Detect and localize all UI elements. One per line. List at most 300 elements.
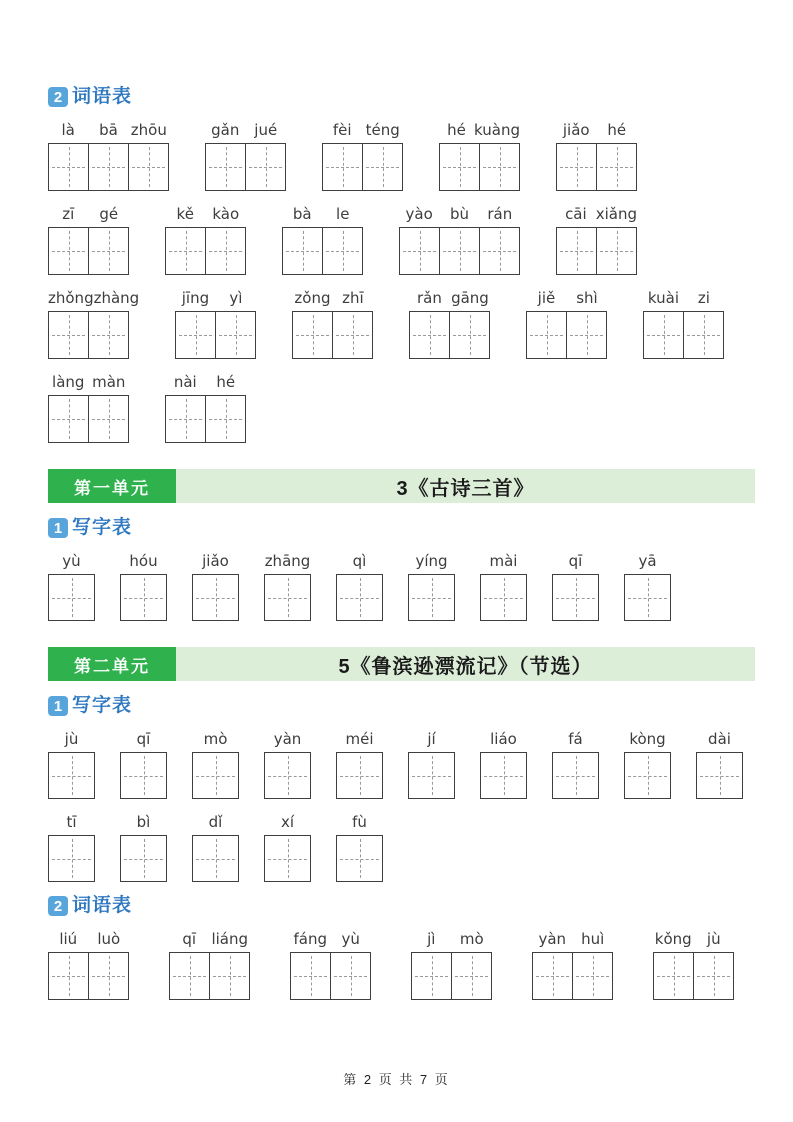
pinyin-labels bbox=[165, 372, 246, 392]
grid-cells bbox=[48, 311, 139, 359]
pinyin-syllable: mò bbox=[203, 730, 228, 748]
word-group bbox=[192, 729, 239, 799]
pinyin-syllable: zhǒng bbox=[48, 289, 94, 307]
grid-cells bbox=[552, 574, 599, 621]
writing-cell bbox=[532, 952, 573, 1000]
unit-badge-2: 第二单元 bbox=[48, 647, 176, 681]
pinyin-syllable: téng bbox=[365, 121, 400, 139]
writing-cell bbox=[282, 227, 323, 275]
pinyin-labels bbox=[175, 288, 256, 308]
writing-cell bbox=[624, 752, 671, 799]
word-group bbox=[175, 288, 256, 359]
cell-guide-hline bbox=[415, 976, 448, 977]
pinyin-syllable: zhī bbox=[342, 289, 364, 307]
cell-guide-hline bbox=[124, 859, 163, 860]
lesson-title-2: 5《鲁滨逊漂流记》（节选） bbox=[338, 655, 593, 678]
word-group bbox=[120, 729, 167, 799]
pinyin-labels bbox=[48, 120, 169, 140]
cell-guide-hline bbox=[268, 598, 307, 599]
cell-guide-hline bbox=[455, 976, 488, 977]
pinyin-labels bbox=[336, 551, 383, 571]
word-group bbox=[336, 551, 383, 621]
pinyin-syllable: qī bbox=[568, 552, 583, 570]
pinyin-labels bbox=[192, 551, 239, 571]
pinyin-labels bbox=[480, 729, 527, 749]
cell-guide-hline bbox=[657, 976, 690, 977]
writing-cell bbox=[48, 227, 89, 275]
pinyin-row bbox=[48, 729, 755, 799]
cell-guide-hline bbox=[296, 335, 329, 336]
pinyin-syllable: jiě bbox=[537, 289, 556, 307]
grid-cells bbox=[399, 227, 520, 275]
lesson-title-1: 3《古诗三首》 bbox=[396, 477, 535, 500]
pinyin-labels bbox=[48, 929, 129, 949]
word-group bbox=[48, 812, 95, 882]
word-group bbox=[556, 204, 637, 275]
writing-cell bbox=[480, 752, 527, 799]
writing-cell bbox=[449, 311, 490, 359]
pinyin-syllable: zǒng bbox=[294, 289, 331, 307]
pinyin-syllable: hé bbox=[607, 121, 627, 139]
pinyin-syllable: liáng bbox=[211, 930, 249, 948]
cell-guide-hline bbox=[366, 167, 399, 168]
cell-guide-hline bbox=[52, 859, 91, 860]
cell-guide-hline bbox=[403, 251, 436, 252]
write-grid-2 bbox=[48, 729, 755, 882]
grid-cells bbox=[48, 227, 129, 275]
cell-guide-hline bbox=[443, 167, 476, 168]
writing-cell bbox=[169, 952, 210, 1000]
pinyin-labels bbox=[322, 120, 403, 140]
write-grid-1 bbox=[48, 551, 755, 621]
grid-cells bbox=[322, 143, 403, 191]
grid-cells bbox=[643, 311, 724, 359]
table-number-badge: 2 bbox=[48, 87, 68, 107]
pinyin-labels bbox=[552, 729, 599, 749]
grid-cells bbox=[120, 835, 167, 882]
grid-cells bbox=[169, 952, 250, 1000]
cell-guide-hline bbox=[209, 251, 242, 252]
pinyin-syllable: zhōu bbox=[130, 121, 167, 139]
writing-cell bbox=[175, 311, 216, 359]
cell-guide-hline bbox=[560, 251, 593, 252]
cell-guide-hline bbox=[169, 419, 202, 420]
pinyin-syllable: qī bbox=[136, 730, 151, 748]
pinyin-syllable: jù bbox=[64, 730, 79, 748]
pinyin-syllable: zi bbox=[697, 289, 710, 307]
pinyin-syllable: mài bbox=[489, 552, 518, 570]
pinyin-syllable: jiǎo bbox=[562, 121, 590, 139]
writing-cell bbox=[696, 752, 743, 799]
grid-cells bbox=[696, 752, 743, 799]
write-table-label-2: 写字表 bbox=[72, 695, 133, 716]
cell-guide-hline bbox=[483, 167, 516, 168]
cell-guide-hline bbox=[124, 598, 163, 599]
writing-cell bbox=[88, 395, 129, 443]
cell-guide-hline bbox=[268, 776, 307, 777]
writing-cell bbox=[165, 227, 206, 275]
cell-guide-hline bbox=[52, 776, 91, 777]
cell-guide-hline bbox=[334, 976, 367, 977]
cell-guide-hline bbox=[628, 598, 667, 599]
pinyin-row bbox=[48, 120, 755, 191]
word-grid-top bbox=[48, 120, 755, 443]
writing-cell bbox=[624, 574, 671, 621]
word-table-header bbox=[48, 86, 755, 108]
pinyin-labels bbox=[653, 929, 734, 949]
pinyin-labels bbox=[48, 288, 139, 308]
grid-cells bbox=[192, 835, 239, 882]
cell-guide-hline bbox=[560, 167, 593, 168]
pinyin-syllable: yào bbox=[405, 205, 433, 223]
pinyin-syllable: màn bbox=[92, 373, 126, 391]
pinyin-labels bbox=[120, 729, 167, 749]
pinyin-syllable: yàn bbox=[538, 930, 567, 948]
writing-cell bbox=[556, 227, 597, 275]
writing-cell bbox=[120, 574, 167, 621]
writing-cell bbox=[336, 574, 383, 621]
pinyin-syllable: hé bbox=[447, 121, 466, 139]
writing-cell bbox=[399, 227, 440, 275]
pinyin-labels bbox=[409, 288, 490, 308]
pinyin-labels bbox=[624, 729, 671, 749]
grid-cells bbox=[165, 395, 246, 443]
pinyin-row bbox=[48, 812, 755, 882]
writing-cell bbox=[192, 752, 239, 799]
writing-cell bbox=[205, 143, 246, 191]
pinyin-syllable: tī bbox=[66, 813, 77, 831]
grid-cells bbox=[192, 752, 239, 799]
writing-cell bbox=[479, 143, 520, 191]
table-number-badge: 2 bbox=[48, 896, 68, 916]
grid-cells bbox=[48, 395, 129, 443]
word-group bbox=[165, 372, 246, 443]
write-table-header-1 bbox=[48, 517, 755, 539]
section-write-table-1 bbox=[48, 517, 755, 621]
word-group bbox=[399, 204, 520, 275]
pinyin-labels bbox=[408, 551, 455, 571]
cell-guide-hline bbox=[340, 598, 379, 599]
pinyin-labels bbox=[336, 812, 383, 832]
cell-guide-hline bbox=[687, 335, 720, 336]
writing-cell bbox=[408, 752, 455, 799]
pinyin-labels bbox=[643, 288, 724, 308]
cell-guide-hline bbox=[92, 976, 125, 977]
pinyin-labels bbox=[532, 929, 613, 949]
pinyin-syllable: làng bbox=[52, 373, 85, 391]
pinyin-syllable: fèi bbox=[332, 121, 352, 139]
pinyin-labels bbox=[292, 288, 373, 308]
writing-cell bbox=[215, 311, 256, 359]
word-group bbox=[48, 729, 95, 799]
writing-cell bbox=[566, 311, 607, 359]
writing-cell bbox=[88, 143, 129, 191]
writing-cell bbox=[330, 952, 371, 1000]
cell-guide-hline bbox=[209, 167, 242, 168]
cell-guide-hline bbox=[92, 419, 125, 420]
grid-cells bbox=[120, 574, 167, 621]
word-group bbox=[409, 288, 490, 359]
writing-cell bbox=[451, 952, 492, 1000]
writing-cell bbox=[48, 574, 95, 621]
pinyin-labels bbox=[48, 372, 129, 392]
writing-cell bbox=[128, 143, 169, 191]
pinyin-syllable: jué bbox=[254, 121, 278, 139]
cell-guide-hline bbox=[169, 251, 202, 252]
grid-cells bbox=[282, 227, 363, 275]
writing-cell bbox=[411, 952, 452, 1000]
pinyin-labels bbox=[439, 120, 520, 140]
grid-cells bbox=[292, 311, 373, 359]
cell-guide-hline bbox=[556, 776, 595, 777]
table-number-badge: 1 bbox=[48, 696, 68, 716]
pinyin-syllable: dài bbox=[708, 730, 731, 748]
writing-cell bbox=[292, 311, 333, 359]
unit-bar-1 bbox=[48, 469, 755, 503]
word-group bbox=[48, 204, 129, 275]
pinyin-labels bbox=[192, 812, 239, 832]
word-group bbox=[336, 812, 383, 882]
pinyin-row bbox=[48, 551, 755, 621]
writing-cell bbox=[653, 952, 694, 1000]
grid-cells bbox=[48, 835, 95, 882]
pinyin-syllable: jí bbox=[427, 730, 436, 748]
writing-cell bbox=[643, 311, 684, 359]
cell-guide-hline bbox=[326, 251, 359, 252]
pinyin-syllable: fáng bbox=[293, 930, 327, 948]
cell-guide-hline bbox=[536, 976, 569, 977]
grid-cells bbox=[480, 752, 527, 799]
pinyin-syllable: qī bbox=[182, 930, 197, 948]
section-word-table-top bbox=[48, 86, 755, 443]
pinyin-labels bbox=[696, 729, 743, 749]
pinyin-syllable: jù bbox=[706, 930, 721, 948]
writing-cell bbox=[362, 143, 403, 191]
writing-cell bbox=[479, 227, 520, 275]
write-table-header-2 bbox=[48, 695, 755, 717]
writing-cell bbox=[596, 227, 637, 275]
writing-cell bbox=[322, 227, 363, 275]
grid-cells bbox=[336, 574, 383, 621]
page-number-footer: 第 2 页 共 7 页 bbox=[343, 1072, 450, 1087]
pinyin-syllable: zhāng bbox=[264, 552, 311, 570]
writing-cell bbox=[48, 835, 95, 882]
cell-guide-hline bbox=[413, 335, 446, 336]
word-group bbox=[48, 120, 169, 191]
writing-cell bbox=[480, 574, 527, 621]
writing-cell bbox=[120, 752, 167, 799]
pinyin-syllable: gǎn bbox=[211, 121, 240, 139]
writing-cell bbox=[245, 143, 286, 191]
grid-cells bbox=[264, 752, 311, 799]
pinyin-labels bbox=[399, 204, 520, 224]
pinyin-syllable: zī bbox=[62, 205, 75, 223]
pinyin-syllable: hé bbox=[216, 373, 236, 391]
pinyin-syllable: xí bbox=[280, 813, 295, 831]
word-group bbox=[264, 729, 311, 799]
word-group bbox=[532, 929, 613, 1000]
writing-cell bbox=[322, 143, 363, 191]
word-group bbox=[336, 729, 383, 799]
grid-cells bbox=[653, 952, 734, 1000]
cell-guide-hline bbox=[196, 598, 235, 599]
word-group bbox=[643, 288, 724, 359]
word-table-label: 词语表 bbox=[72, 86, 133, 107]
pinyin-row bbox=[48, 929, 755, 1000]
word-group bbox=[290, 929, 371, 1000]
cell-guide-hline bbox=[647, 335, 680, 336]
pinyin-labels bbox=[264, 551, 311, 571]
word-group bbox=[480, 729, 527, 799]
writing-cell bbox=[332, 311, 373, 359]
pinyin-syllable: liáo bbox=[490, 730, 517, 748]
grid-cells bbox=[552, 752, 599, 799]
cell-guide-hline bbox=[700, 776, 739, 777]
word-table-header-bottom bbox=[48, 895, 755, 917]
writing-cell bbox=[552, 752, 599, 799]
pinyin-labels bbox=[48, 551, 95, 571]
table-number-badge: 1 bbox=[48, 518, 68, 538]
pinyin-syllable: kǒng bbox=[654, 930, 692, 948]
pinyin-syllable: kě bbox=[176, 205, 194, 223]
pinyin-syllable: kuài bbox=[647, 289, 679, 307]
grid-cells bbox=[192, 574, 239, 621]
word-group bbox=[408, 729, 455, 799]
writing-cell bbox=[120, 835, 167, 882]
pinyin-labels bbox=[264, 729, 311, 749]
pinyin-syllable: fù bbox=[352, 813, 367, 831]
pinyin-syllable: gāng bbox=[451, 289, 489, 307]
cell-guide-hline bbox=[52, 335, 85, 336]
writing-cell bbox=[209, 952, 250, 1000]
writing-cell bbox=[683, 311, 724, 359]
pinyin-syllable: jì bbox=[427, 930, 436, 948]
cell-guide-hline bbox=[196, 776, 235, 777]
word-group bbox=[48, 288, 139, 359]
cell-guide-hline bbox=[52, 251, 85, 252]
pinyin-labels bbox=[165, 204, 246, 224]
pinyin-labels bbox=[48, 812, 95, 832]
writing-cell bbox=[48, 311, 89, 359]
grid-cells bbox=[624, 752, 671, 799]
pinyin-row bbox=[48, 204, 755, 275]
word-group bbox=[165, 204, 246, 275]
word-group bbox=[552, 551, 599, 621]
cell-guide-hline bbox=[294, 976, 327, 977]
pinyin-syllable: yì bbox=[229, 289, 243, 307]
writing-cell bbox=[408, 574, 455, 621]
pinyin-syllable: jīng bbox=[181, 289, 210, 307]
writing-cell bbox=[48, 752, 95, 799]
writing-cell bbox=[264, 752, 311, 799]
grid-cells bbox=[624, 574, 671, 621]
pinyin-row bbox=[48, 372, 755, 443]
grid-cells bbox=[336, 835, 383, 882]
cell-guide-hline bbox=[628, 776, 667, 777]
pinyin-syllable: rǎn bbox=[417, 289, 442, 307]
pinyin-labels bbox=[48, 729, 95, 749]
writing-cell bbox=[205, 227, 246, 275]
word-group bbox=[264, 551, 311, 621]
pinyin-labels bbox=[408, 729, 455, 749]
writing-cell bbox=[88, 952, 129, 1000]
word-group bbox=[48, 929, 129, 1000]
section-word-table-bottom bbox=[48, 895, 755, 1000]
word-group bbox=[292, 288, 373, 359]
pinyin-labels bbox=[336, 729, 383, 749]
grid-cells bbox=[408, 574, 455, 621]
pinyin-syllable: nài bbox=[173, 373, 197, 391]
word-group bbox=[120, 551, 167, 621]
pinyin-syllable: xiǎng bbox=[595, 205, 637, 223]
pinyin-syllable: qì bbox=[352, 552, 367, 570]
cell-guide-hline bbox=[52, 167, 85, 168]
pinyin-syllable: liú bbox=[59, 930, 78, 948]
writing-cell bbox=[409, 311, 450, 359]
writing-cell bbox=[264, 574, 311, 621]
writing-cell bbox=[290, 952, 331, 1000]
cell-guide-hline bbox=[286, 251, 319, 252]
cell-guide-hline bbox=[484, 776, 523, 777]
word-group bbox=[408, 551, 455, 621]
pinyin-syllable: bì bbox=[136, 813, 151, 831]
writing-cell bbox=[336, 835, 383, 882]
writing-cell bbox=[88, 227, 129, 275]
writing-cell bbox=[556, 143, 597, 191]
pinyin-syllable: gé bbox=[99, 205, 119, 223]
writing-cell bbox=[48, 952, 89, 1000]
pinyin-labels bbox=[290, 929, 371, 949]
word-group bbox=[411, 929, 492, 1000]
cell-guide-hline bbox=[570, 335, 603, 336]
writing-cell bbox=[693, 952, 734, 1000]
pinyin-labels bbox=[169, 929, 250, 949]
writing-cell bbox=[264, 835, 311, 882]
cell-guide-hline bbox=[92, 251, 125, 252]
grid-cells bbox=[175, 311, 256, 359]
grid-cells bbox=[290, 952, 371, 1000]
pinyin-labels bbox=[48, 204, 129, 224]
grid-cells bbox=[48, 574, 95, 621]
cell-guide-hline bbox=[443, 251, 476, 252]
cell-guide-hline bbox=[196, 859, 235, 860]
writing-cell bbox=[165, 395, 206, 443]
word-group bbox=[192, 551, 239, 621]
grid-cells bbox=[205, 143, 286, 191]
word-group bbox=[192, 812, 239, 882]
word-table-label-bottom: 词语表 bbox=[72, 895, 133, 916]
grid-cells bbox=[165, 227, 246, 275]
writing-cell bbox=[572, 952, 613, 1000]
word-group bbox=[556, 120, 637, 191]
grid-cells bbox=[120, 752, 167, 799]
cell-guide-hline bbox=[576, 976, 609, 977]
cell-guide-hline bbox=[484, 598, 523, 599]
pinyin-syllable: yàn bbox=[273, 730, 302, 748]
word-group bbox=[120, 812, 167, 882]
grid-cells bbox=[409, 311, 490, 359]
pinyin-labels bbox=[120, 551, 167, 571]
pinyin-syllable: kòng bbox=[629, 730, 666, 748]
cell-guide-hline bbox=[453, 335, 486, 336]
pinyin-syllable: fá bbox=[568, 730, 583, 748]
write-table-label-1: 写字表 bbox=[72, 517, 133, 538]
cell-guide-hline bbox=[173, 976, 206, 977]
pinyin-labels bbox=[192, 729, 239, 749]
writing-cell bbox=[48, 143, 89, 191]
grid-cells bbox=[48, 752, 95, 799]
pinyin-labels bbox=[264, 812, 311, 832]
